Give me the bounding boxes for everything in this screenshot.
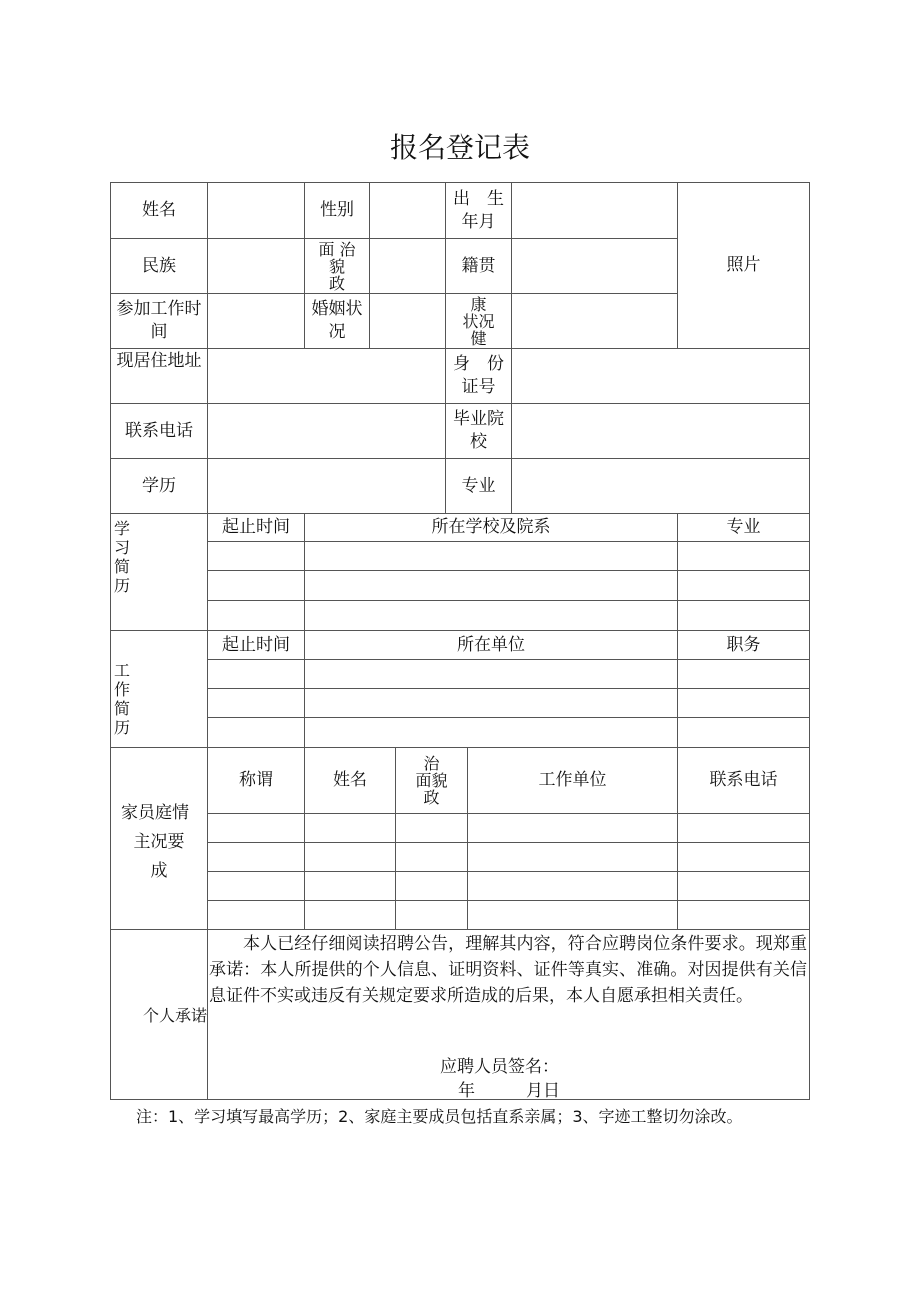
label-address: 现居住地址	[116, 351, 202, 371]
native-place-field[interactable]	[512, 239, 677, 293]
phone-field[interactable]	[208, 404, 445, 458]
label-political-status: 面 治 貌 政	[318, 239, 356, 293]
work-start-field[interactable]	[208, 294, 304, 348]
political-status-field[interactable]	[370, 239, 445, 293]
work-history-label: 工 作 简 历	[114, 661, 131, 737]
label-gender: 性别	[320, 200, 354, 220]
family-entry-rows[interactable]	[208, 814, 809, 929]
id-number-field[interactable]	[512, 349, 809, 403]
signature-date[interactable]: 年 月日	[458, 1081, 560, 1101]
work-header-position: 职务	[726, 634, 761, 655]
address-field[interactable]	[208, 349, 445, 403]
label-phone: 联系电话	[125, 420, 193, 441]
label-school: 毕业院 校	[453, 409, 504, 452]
study-header-major: 专业	[726, 517, 761, 537]
label-name: 姓名	[142, 200, 176, 220]
study-entry-rows[interactable]	[208, 542, 809, 630]
family-header-employer: 工作单位	[538, 770, 607, 790]
ethnicity-field[interactable]	[208, 239, 304, 293]
study-header-period: 起止时间	[222, 517, 290, 537]
work-header-period: 起止时间	[222, 634, 290, 655]
study-header-school: 所在学校及院系	[431, 517, 551, 537]
pledge-text: 本人已经仔细阅读招聘公告，理解其内容，符合应聘岗位条件要求。现郑重承诺：本人所提供的个人信息、证明资料、证件等真实、准确。对因提供有关信息证件不实或违反有关规定要求所造成的后果，本人自愿承担相关责任。	[209, 934, 807, 1006]
family-header-political-status: 治 面貌 政	[415, 754, 448, 807]
major-field[interactable]	[512, 459, 809, 513]
photo-box[interactable]: 照片	[726, 255, 761, 275]
marital-status-field[interactable]	[370, 294, 445, 348]
footnote: 注：1、学习填写最高学历；2、家庭主要成员包括直系亲属；3、字迹工整切勿涂改。	[136, 1107, 743, 1126]
gender-field[interactable]	[370, 183, 445, 238]
label-marital-status: 婚姻状 况	[311, 299, 363, 342]
signature-field[interactable]	[575, 1050, 775, 1074]
work-header-unit: 所在单位	[457, 634, 525, 655]
birth-field[interactable]	[512, 183, 677, 238]
form-title: 报名登记表	[389, 131, 530, 164]
label-education: 学历	[142, 475, 176, 496]
label-native-place: 籍贯	[461, 255, 496, 276]
label-id-number: 身 份 证号	[453, 354, 504, 397]
family-header-relation: 称谓	[239, 770, 273, 790]
family-header-phone: 联系电话	[709, 770, 778, 790]
label-major: 专业	[461, 475, 496, 496]
signature-label: 应聘人员签名：	[440, 1057, 559, 1077]
label-work-start: 参加工作时 间	[116, 299, 202, 342]
family-header-name: 姓名	[333, 770, 367, 790]
study-history-label: 学 习 简 历	[114, 519, 131, 595]
family-members-label: 家员庭情 主况要 成	[121, 802, 189, 881]
pledge-label: 个人承诺	[142, 1005, 207, 1025]
school-field[interactable]	[512, 404, 809, 458]
label-birth: 出 生 年月	[453, 188, 504, 232]
education-field[interactable]	[208, 459, 445, 513]
work-entry-rows[interactable]	[208, 660, 809, 747]
name-field[interactable]	[208, 183, 304, 238]
health-field[interactable]	[512, 294, 677, 348]
label-health: 康 状况 健	[462, 294, 495, 348]
label-ethnicity: 民族	[142, 255, 176, 276]
